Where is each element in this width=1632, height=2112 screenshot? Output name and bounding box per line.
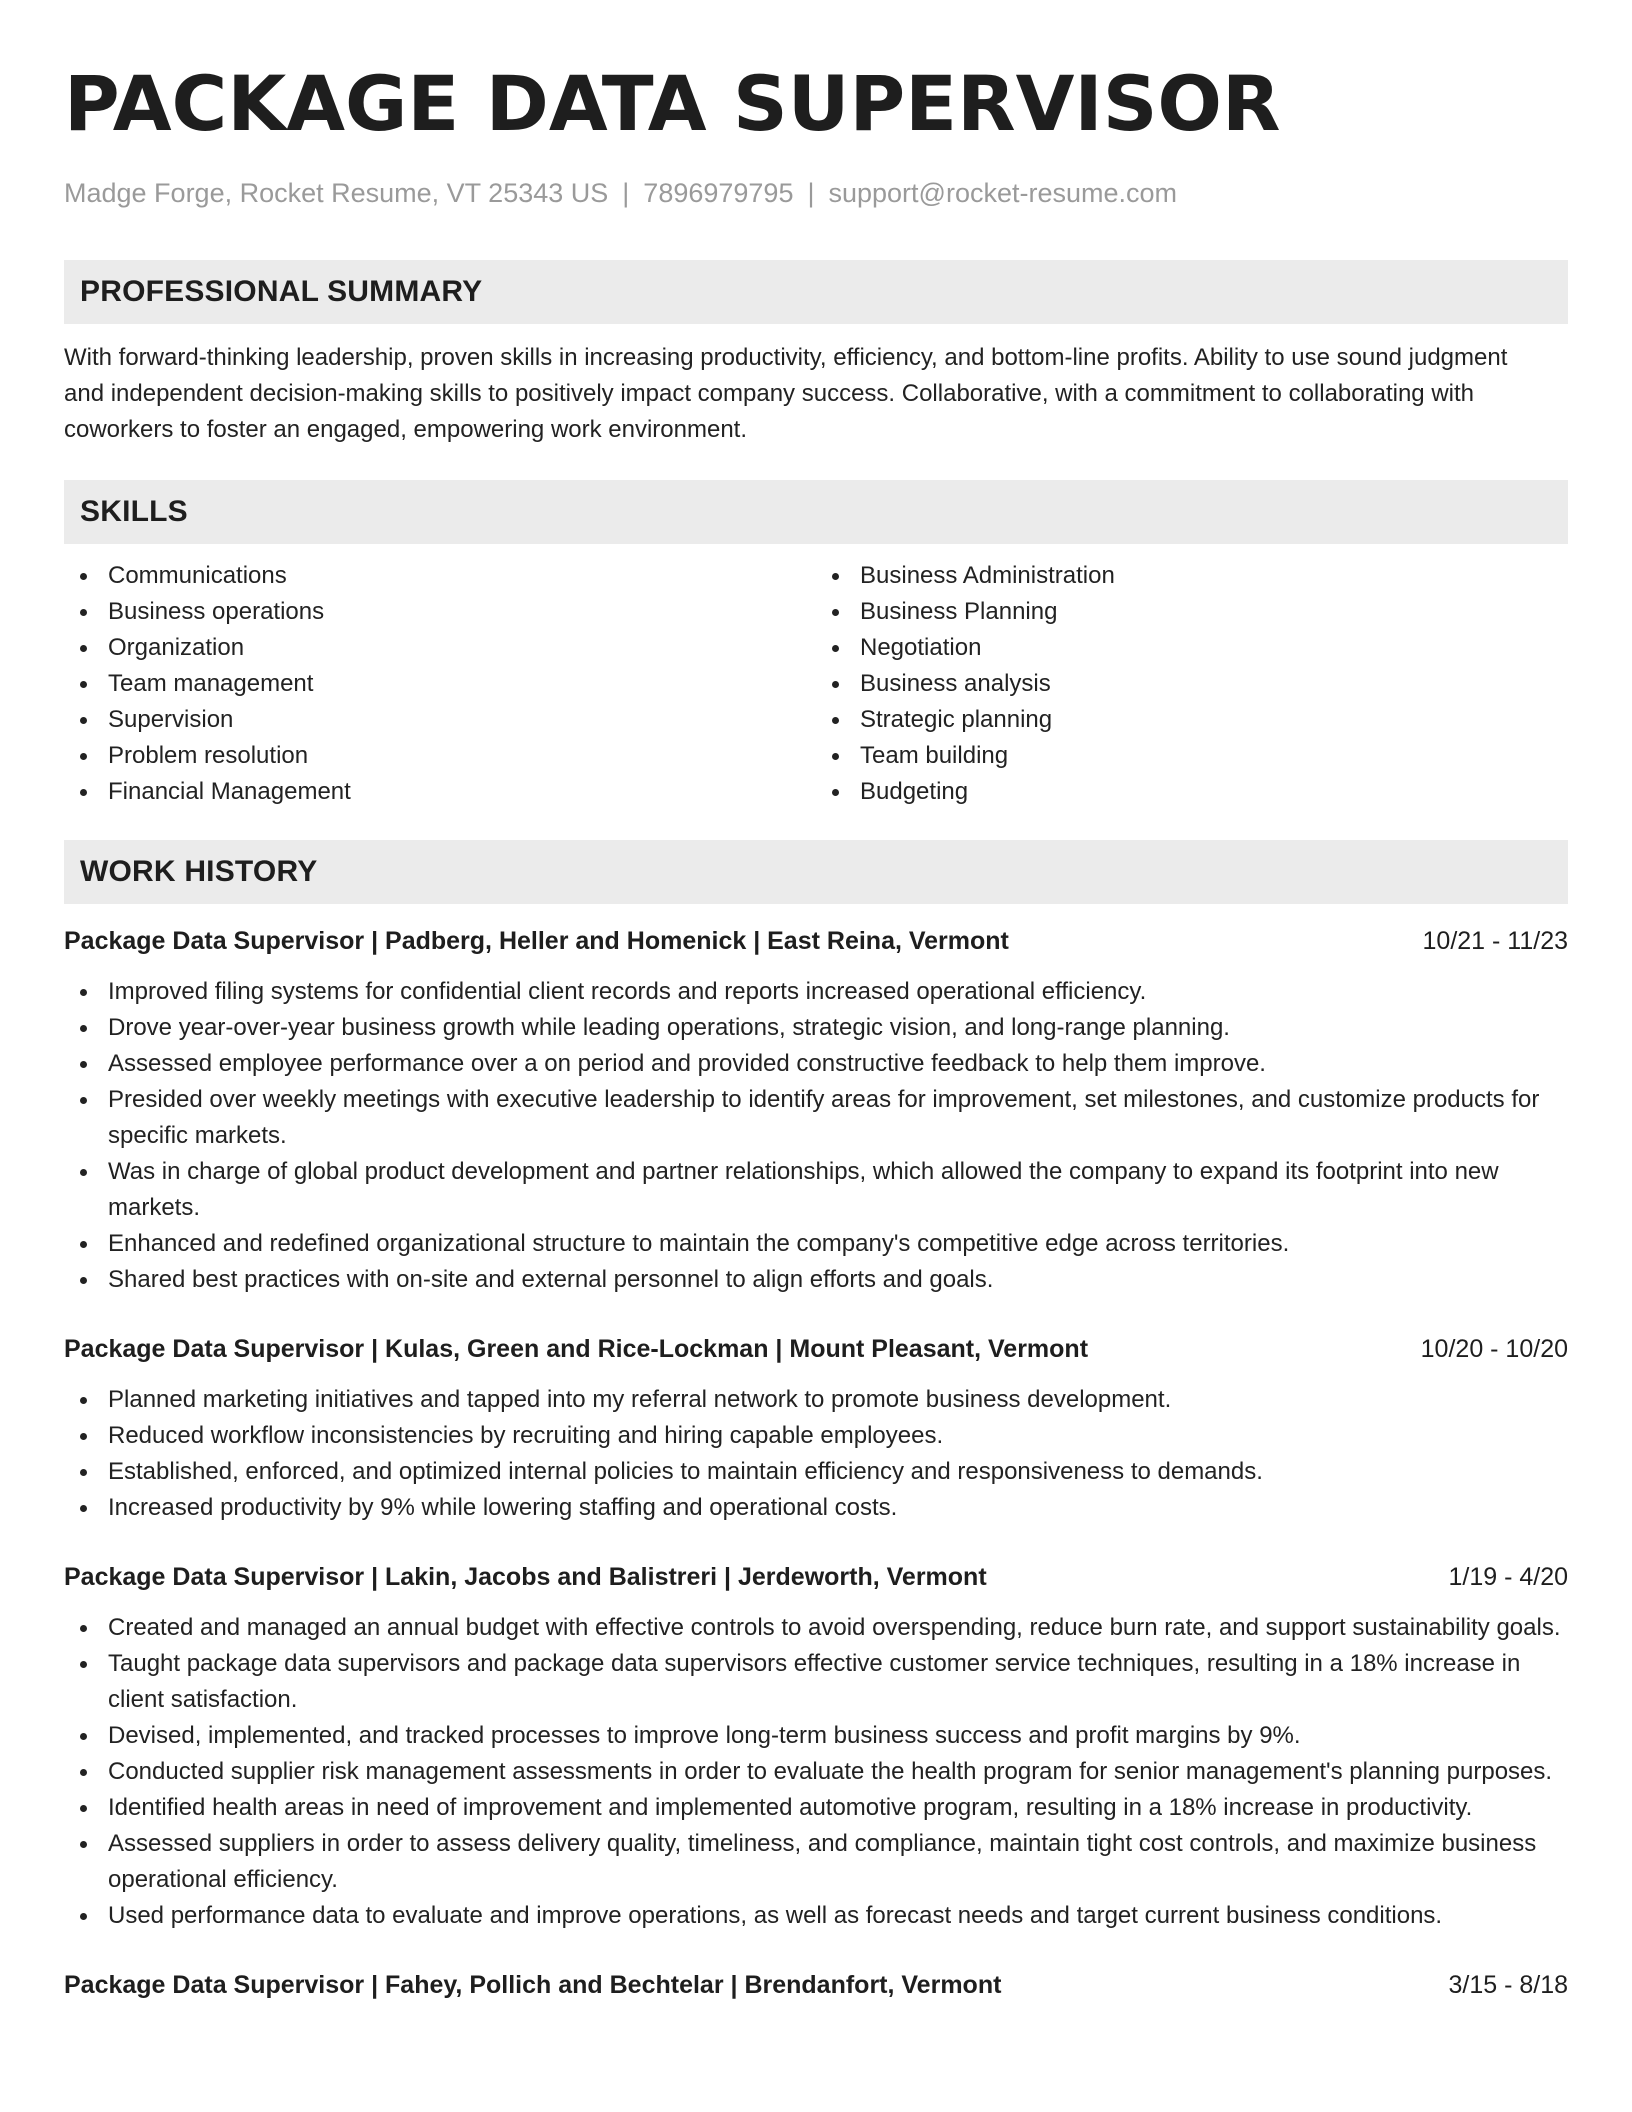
skill-item: Business analysis	[860, 666, 1568, 702]
job-bullet: Increased productivity by 9% while lowering staffing and operational costs.	[64, 1490, 1568, 1526]
job-bullet: Identified health areas in need of improvement and implemented automotive program, resulting in a 18% increase in productivity.	[64, 1790, 1568, 1826]
job-bullets	[64, 1382, 1568, 1526]
skills-grid	[64, 558, 1568, 810]
job-title: Package Data Supervisor | Padberg, Heller and Homenick | East Reina, Vermont	[64, 927, 1009, 955]
job-header	[64, 1332, 1568, 1366]
skill-item: Organization	[108, 630, 816, 666]
summary-paragraph: With forward-thinking leadership, proven skills in increasing productivity, efficiency, and bottom-line profits. Ability to use sound judgment and independent decision-making skills to positively impact company success. Collaborative, with a commitment to collaborating with coworkers to foster an engaged, empowering work environment.	[64, 344, 1508, 443]
job-bullet: Established, enforced, and optimized internal policies to maintain efficiency and responsiveness to demands.	[64, 1454, 1568, 1490]
job-entry	[64, 924, 1568, 1298]
skill-item: Communications	[108, 558, 816, 594]
job-bullet: Presided over weekly meetings with executive leadership to identify areas for improvement, set milestones, and customize products for specific markets.	[64, 1082, 1568, 1154]
job-bullet: Shared best practices with on-site and external personnel to align efforts and goals.	[64, 1262, 1568, 1298]
skill-item: Business Planning	[860, 594, 1568, 630]
skill-item: Negotiation	[860, 630, 1568, 666]
resume-name-title: PACKAGE DATA SUPERVISOR	[64, 59, 1281, 148]
job-bullets	[64, 1610, 1568, 1934]
contact-email: support@rocket-resume.com	[828, 178, 1178, 208]
job-dates: 10/20 - 10/20	[1420, 1335, 1568, 1363]
job-header	[64, 1968, 1568, 2002]
job-title: Package Data Supervisor | Fahey, Pollich and Bechtelar | Brendanfort, Vermont	[64, 1971, 1002, 1999]
job-title: Package Data Supervisor | Lakin, Jacobs and Balistreri | Jerdeworth, Vermont	[64, 1563, 987, 1591]
job-bullet: Conducted supplier risk management assessments in order to evaluate the health program for senior management's planning purposes.	[64, 1754, 1568, 1790]
skill-item: Financial Management	[108, 774, 816, 810]
contact-phone: 7896979795	[643, 178, 794, 208]
job-bullet: Used performance data to evaluate and improve operations, as well as forecast needs and target current business conditions.	[64, 1898, 1568, 1934]
job-bullet: Was in charge of global product development and partner relationships, which allowed the company to expand its footprint into new markets.	[64, 1154, 1568, 1226]
job-entry	[64, 1332, 1568, 1526]
job-bullet: Assessed suppliers in order to assess delivery quality, timeliness, and compliance, maintain tight cost controls, and maximize business operational efficiency.	[64, 1826, 1568, 1898]
skill-item: Problem resolution	[108, 738, 816, 774]
section-heading-summary: PROFESSIONAL SUMMARY	[64, 260, 1568, 324]
skill-item: Supervision	[108, 702, 816, 738]
contact-line	[64, 176, 1568, 210]
job-bullet: Enhanced and redefined organizational structure to maintain the company's competitive edge across territories.	[64, 1226, 1568, 1262]
contact-address: Madge Forge, Rocket Resume, VT 25343 US	[64, 178, 609, 208]
job-bullet: Taught package data supervisors and package data supervisors effective customer service techniques, resulting in a 18% increase in client satisfaction.	[64, 1646, 1568, 1718]
job-bullet: Assessed employee performance over a on period and provided constructive feedback to help them improve.	[64, 1046, 1568, 1082]
skill-item: Business operations	[108, 594, 816, 630]
job-bullet: Reduced workflow inconsistencies by recruiting and hiring capable employees.	[64, 1418, 1568, 1454]
contact-separator: |	[807, 178, 815, 208]
job-entry	[64, 1968, 1568, 2002]
section-heading-work-history: WORK HISTORY	[64, 840, 1568, 904]
job-header	[64, 924, 1568, 958]
skill-item: Budgeting	[860, 774, 1568, 810]
skill-item: Strategic planning	[860, 702, 1568, 738]
job-title: Package Data Supervisor | Kulas, Green and Rice-Lockman | Mount Pleasant, Vermont	[64, 1335, 1089, 1363]
skill-item: Team management	[108, 666, 816, 702]
job-dates: 1/19 - 4/20	[1448, 1563, 1568, 1591]
job-dates: 10/21 - 11/23	[1422, 927, 1568, 955]
job-bullets	[64, 974, 1568, 1298]
skill-item: Team building	[860, 738, 1568, 774]
job-dates: 3/15 - 8/18	[1448, 1971, 1568, 1999]
skills-column-right	[816, 558, 1568, 810]
section-heading-skills: SKILLS	[64, 480, 1568, 544]
job-bullet: Improved filing systems for confidential client records and reports increased operational efficiency.	[64, 974, 1568, 1010]
job-header	[64, 1560, 1568, 1594]
skills-column-left	[64, 558, 816, 810]
job-entry	[64, 1560, 1568, 1934]
job-bullet: Devised, implemented, and tracked processes to improve long-term business success and profit margins by 9%.	[64, 1718, 1568, 1754]
job-bullet: Planned marketing initiatives and tapped into my referral network to promote business development.	[64, 1382, 1568, 1418]
job-bullet: Created and managed an annual budget with effective controls to avoid overspending, reduce burn rate, and support sustainability goals.	[64, 1610, 1568, 1646]
skill-item: Business Administration	[860, 558, 1568, 594]
job-bullet: Drove year-over-year business growth while leading operations, strategic vision, and long-range planning.	[64, 1010, 1568, 1046]
contact-separator: |	[622, 178, 630, 208]
